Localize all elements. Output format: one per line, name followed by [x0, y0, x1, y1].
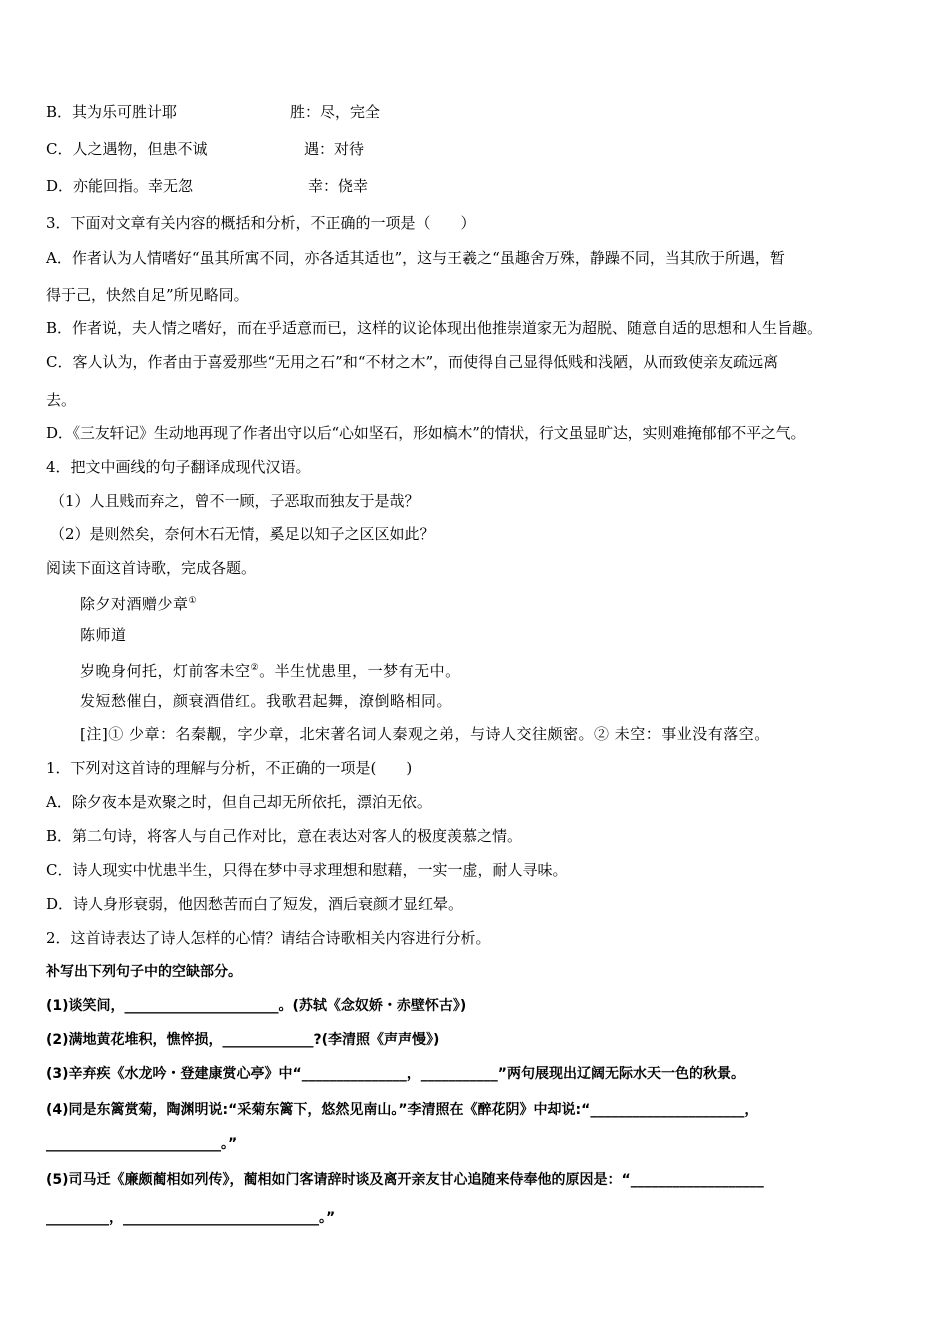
fill-blank-item-5-line1: (5)司马迁《廉颇蔺相如列传》，蔺相如门客请辞时谈及离开亲友甘心追随来侍奉他的原因是：“___________________	[46, 1172, 764, 1188]
poem-intro: 阅读下面这首诗歌，完成各题。	[46, 559, 257, 577]
question-4-stem: 4．把文中画线的句子翻译成现代汉语。	[46, 458, 311, 476]
poem-question-1-option-c: C．诗人现实中忧患半生，只得在梦中寻求理想和慰藉，一实一虚，耐人寻味。	[46, 861, 568, 879]
fill-blank-item-4-line2: _________________________。”	[46, 1136, 238, 1152]
footnote-mark: ①	[188, 596, 198, 606]
poem-text: 岁晚身何托，灯前客未空	[80, 662, 251, 680]
fill-blank-item-5-line2: _________，____________________________。”	[46, 1210, 336, 1226]
poem-title-text: 除夕对酒赠少章	[80, 595, 189, 613]
poem-question-2: 2．这首诗表达了诗人怎样的心情？请结合诗歌相关内容进行分析。	[46, 929, 491, 947]
poem-question-1-stem: 1．下列对这首诗的理解与分析，不正确的一项是( )	[46, 759, 413, 777]
poem-question-1-option-d: D．诗人身形衰弱，他因愁苦而白了短发，酒后衰颜才显红晕。	[46, 895, 464, 913]
question-4-sentence-1: （1）人且贱而弃之，曾不一顾，子恶取而独友于是哉？	[50, 492, 420, 510]
poem-author: 陈师道	[80, 626, 127, 644]
poem-note: [注]① 少章：名秦觏，字少章，北宋著名词人秦观之弟，与诗人交往颇密。② 未空：事业没有落空。	[80, 725, 770, 743]
poem-text: 。半生忧患里，一梦有无中。	[259, 662, 461, 680]
option-d-note: 幸：侥幸	[308, 177, 369, 195]
fill-blank-item-1: (1)谈笑间，______________________。(苏轼《念奴娇・赤壁怀古》)	[46, 998, 467, 1014]
question-3-option-c-line1: C．客人认为，作者由于喜爱那些“无用之石”和“不材之木”，而使得自己显得低贱和浅陋，从而致使亲友疏远离	[46, 353, 779, 371]
question-3-option-b: B．作者说，夫人情之嗜好，而在乎适意而已，这样的议论体现出他推崇道家无为超脱、随意自适的思想和人生旨趣。	[46, 319, 823, 337]
question-3-option-a-line2: 得于己，快然自足”所见略同。	[46, 286, 249, 304]
option-b-note: 胜：尽，完全	[290, 103, 381, 121]
poem-question-1-option-a: A．除夕夜本是欢聚之时，但自己却无所依托，漂泊无依。	[46, 793, 432, 811]
poem-line-1	[80, 658, 461, 681]
fill-blank-item-3: (3)辛弃疾《水龙吟・登建康赏心亭》中“_______________，___________”两句展现出辽阔无际水天一色的秋景。	[46, 1066, 745, 1082]
poem-line-2: 发短愁催白，颜衰酒借红。我歌君起舞，潦倒略相同。	[80, 692, 453, 710]
option-c-note: 遇：对待	[304, 140, 365, 158]
question-3-stem: 3．下面对文章有关内容的概括和分析，不正确的一项是（ ）	[46, 214, 476, 232]
fill-blank-item-4-line1: (4)同是东篱赏菊，陶渊明说:“采菊东篱下，悠然见南山。”李清照在《醉花阴》中却说:“______________________，	[46, 1102, 759, 1118]
footnote-mark: ②	[250, 663, 260, 673]
question-3-option-a-line1: A．作者认为人情嗜好“虽其所寓不同，亦各适其适也”，这与王羲之“虽趣舍万殊，静躁不同，当其欣于所遇，暂	[46, 249, 785, 267]
question-3-option-d: D．《三友轩记》生动地再现了作者出守以后“心如坚石，形如槁木”的情状，行文虽显旷达，实则难掩郁郁不平之气。	[46, 424, 806, 442]
poem-title	[80, 591, 197, 614]
question-3-option-c-line2: 去。	[46, 391, 77, 409]
option-text: B．其为乐可胜计耶	[46, 103, 178, 121]
option-c	[46, 139, 207, 159]
question-4-sentence-2: （2）是则然矣，奈何木石无情，奚足以知子之区区如此？	[50, 525, 435, 543]
option-b	[46, 102, 177, 122]
option-text: C．人之遇物，但患不诚	[46, 140, 208, 158]
option-d	[46, 176, 193, 196]
option-text: D．亦能回指。幸无忽	[46, 177, 194, 195]
poem-question-1-option-b: B．第二句诗，将客人与自己作对比，意在表达对客人的极度羡慕之情。	[46, 827, 523, 845]
fill-blank-item-2: (2)满地黄花堆积，憔悴损，_____________?(李清照《声声慢》)	[46, 1032, 440, 1048]
fill-blank-title: 补写出下列句子中的空缺部分。	[46, 964, 242, 980]
